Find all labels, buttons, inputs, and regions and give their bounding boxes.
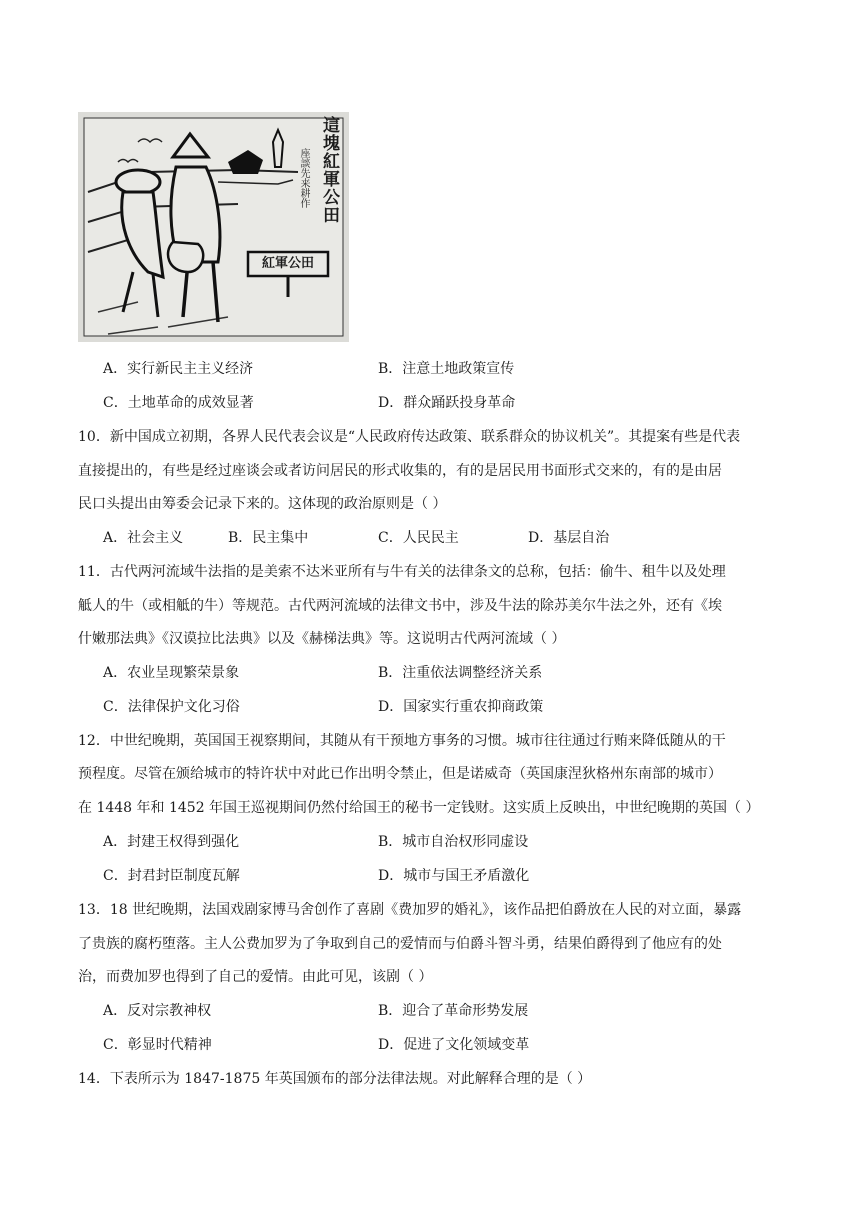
q11-option-a: A．农业呈现繁荣景象	[103, 665, 240, 681]
q10-option-b: B．民主集中	[228, 530, 309, 546]
q11-option-d: D．国家实行重农抑商政策	[378, 699, 544, 715]
q12-option-d: D．城市与国王矛盾激化	[378, 868, 530, 884]
q11-option-b: B．注重依法调整经济关系	[378, 665, 543, 681]
q12-line-2: 预程度。尽管在颁给城市的特许状中对此已作出明令禁止，但是诺威奇（英国康涅狄格州东南部的城市）	[78, 766, 722, 782]
q13-option-a: A．反对宗教神权	[103, 1003, 212, 1019]
q9-option-a: A．实行新民主主义经济	[103, 361, 254, 377]
q11-line-2: 觝人的牛（或相觝的牛）等规范。古代两河流域的法律文书中，涉及牛法的除苏美尔牛法之外，还有《埃	[78, 598, 722, 614]
woodcut-illustration	[78, 112, 349, 342]
q13-option-b: B．迎合了革命形势发展	[378, 1003, 529, 1019]
q10-line-2: 直接提出的，有些是经过座谈会或者访问居民的形式收集的，有的是居民用书面形式交来的，有的是由居	[78, 463, 722, 479]
q9-option-b: B．注意土地政策宣传	[378, 361, 515, 377]
q13-line-2: 了贵族的腐朽堕落。主人公费加罗为了争取到自己的爱情而与伯爵斗智斗勇，结果伯爵得到了他应有的处	[78, 936, 722, 952]
woodcut-drawing	[78, 112, 349, 342]
illustration-sign-text: 紅軍公田	[261, 256, 314, 271]
q12-line-3: 在 1448 年和 1452 年国王巡视期间仍然付给国王的秘书一定钱财。这实质上反映出，中世纪晚期的英国（ ）	[78, 800, 760, 816]
q11-option-c: C．法律保护文化习俗	[103, 699, 240, 715]
q12-option-a: A．封建王权得到强化	[103, 834, 240, 850]
q10-option-d: D．基层自治	[528, 530, 610, 546]
q12-option-b: B．城市自治权形同虚设	[378, 834, 529, 850]
q13-option-c: C．彰显时代精神	[103, 1037, 212, 1053]
q12-option-c: C．封君封臣制度瓦解	[103, 868, 240, 884]
q10-line-3: 民口头提出由筹委会记录下来的。这体现的政治原则是（ ）	[78, 496, 447, 512]
q14-line-1: 14．下表所示为 1847-1875 年英国颁布的部分法律法规。对此解释合理的是（ ）	[78, 1071, 592, 1087]
q13-line-1: 13．18 世纪晚期，法国戏剧家博马舍创作了喜剧《费加罗的婚礼》，该作品把伯爵放在人民的对立面，暴露	[78, 902, 742, 918]
q12-line-1: 12．中世纪晚期，英国国王视察期间，其随从有干预地方事务的习惯。城市往往通过行贿来降低随从的干	[78, 733, 726, 749]
q13-line-3: 治，而费加罗也得到了自己的爱情。由此可见，该剧（ ）	[78, 969, 433, 985]
q9-option-c: C．土地革命的成效显著	[103, 395, 254, 411]
q9-option-d: D．群众踊跃投身革命	[378, 395, 516, 411]
q11-line-3: 什嫩那法典》《汉谟拉比法典》以及《赫梯法典》等。这说明古代两河流域（ ）	[78, 631, 566, 647]
q10-option-c: C．人民民主	[378, 530, 459, 546]
illustration-sub-caption: 座談先来耕作	[298, 148, 309, 208]
q10-option-a: A．社会主义	[103, 530, 184, 546]
q13-option-d: D．促进了文化领域变革	[378, 1037, 530, 1053]
q11-line-1: 11．古代两河流域牛法指的是美索不达米亚所有与牛有关的法律条文的总称，包括：偷牛、租牛以及处理	[78, 564, 726, 580]
q10-line-1: 10．新中国成立初期，各界人民代表会议是“人民政府传达政策、联系群众的协议机关”。其提案有些是代表	[78, 429, 741, 445]
illustration-vertical-caption: 這塊紅軍公田	[319, 116, 339, 224]
